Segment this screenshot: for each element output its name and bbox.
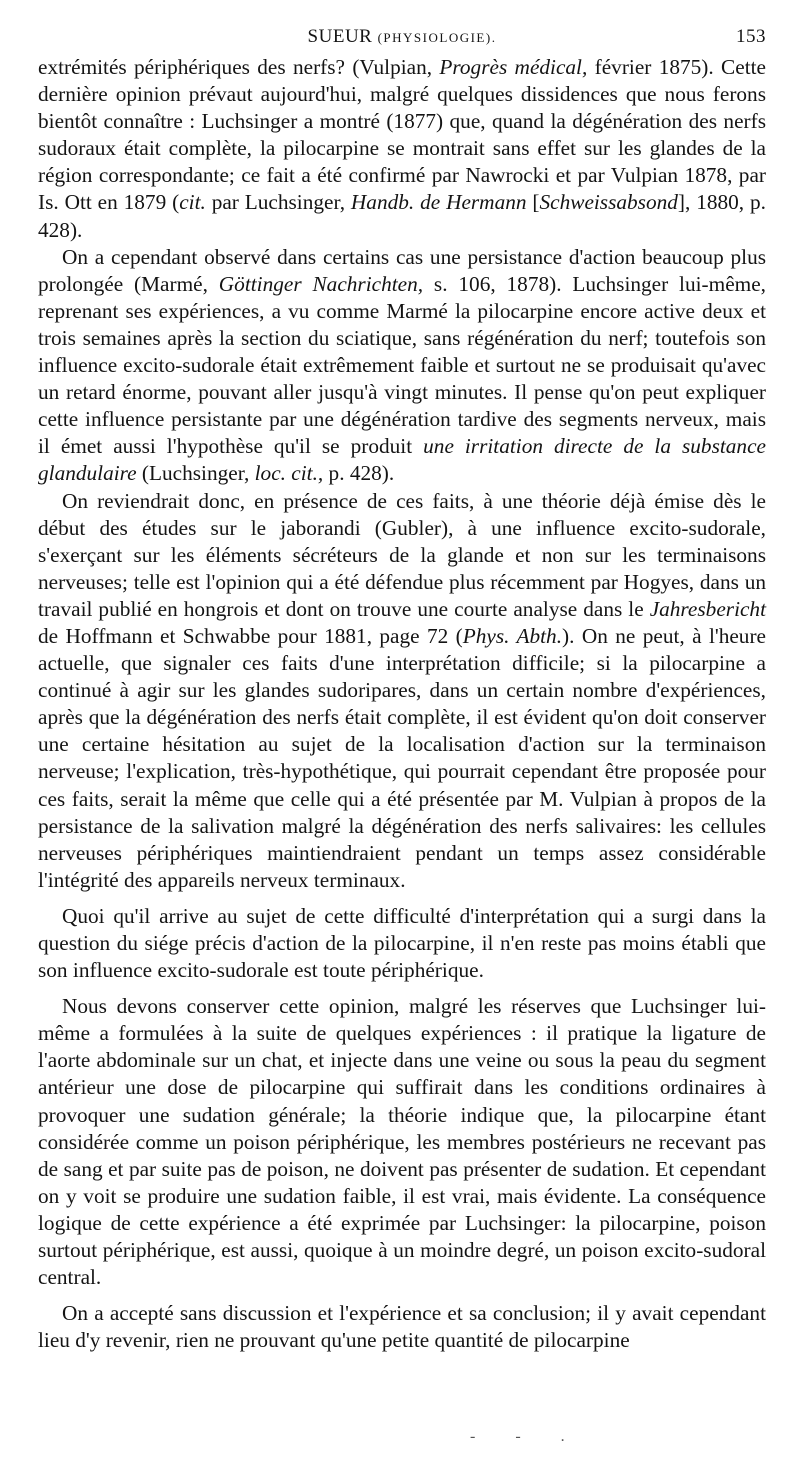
text-run: On reviendrait donc, en présence de ces faits, à une théorie déjà émise dès le début des études sur le jaborandi (Gubler), à une influence excito-sudorale, s'exerçant sur les éléments sécréteurs de la glande et non sur les terminaisons nerveuses; telle est l'opinion qui a été défendue plus récemment par Hogyes, dans un travail publié en hongrois et dont on trouve une courte analyse dans le: [38, 488, 766, 621]
text-run: de Hoffmann et Schwabbe pour 1881, page 72 (: [38, 623, 463, 648]
italic-text-run: Phys. Abth.: [462, 623, 563, 648]
text-run: extrémités périphériques des nerfs? (Vulpian,: [38, 55, 440, 79]
italic-text-run: cit.: [179, 190, 206, 215]
italic-text-run: Progrès médical,: [439, 55, 588, 79]
italic-text-run: Schweissabsond: [539, 190, 678, 215]
paragraph-1: [38, 54, 766, 244]
text-run: février 1875). Cette dernière opinion prévaut aujourd'hui, malgré quelques dissidences que nous ferons bientôt connaître : Luchsinger a montré (1877) que, quand la dégénération des nerfs sudoraux était complète, la pilocarpine se montrait sans effet sur les glandes de la région correspondante; ce fait a été confirmé par Nawrocki et par Vulpian 1878, par Is. Ott en 1879 (: [38, 55, 766, 215]
text-run: On a cependant observé dans certains cas une persistance d'action beaucoup plus prolongée (Marmé,: [38, 244, 766, 296]
running-title-sub: (PHYSIOLOGIE).: [377, 30, 497, 45]
book-page: [38, 18, 766, 1354]
paragraph-6: [38, 1300, 766, 1354]
text-run: s. 106, 1878). Luchsinger lui-même, reprenant ses expériences, a vu comme Marmé la pilocarpine encore active deux et trois semaines après la section du sciatique, sans régénération du nerf; toutefois son influence excito-sudorale était extrêmement faible et surtout ne se produisait qu'avec un retard énorme, pouvant aller jusqu'à vingt minutes. Il pense qu'on peut expliquer cette influence persistante par une dégénération tardive des segments nerveux, mais il émet aussi l'hypothèse qu'il se produit: [38, 271, 766, 459]
paragraph-3: [38, 488, 766, 894]
text-run: On a accepté sans discussion et l'expérience et sa conclusion; il y avait cependant lieu d'y revenir, rien ne prouvant qu'une petite quantité de pilocarpine: [38, 1301, 766, 1353]
paragraph-5: [38, 993, 766, 1291]
italic-text-run: Handb. de Hermann: [350, 190, 527, 215]
text-run: par Luchsinger,: [205, 190, 351, 215]
running-title: [38, 26, 766, 48]
text-run: ], 1880, p. 428).: [38, 190, 766, 242]
italic-text-run: loc. cit.,: [254, 461, 324, 486]
paragraph-4: [38, 903, 766, 984]
text-run: [: [526, 190, 540, 215]
text-run: Quoi qu'il arrive au sujet de cette difficulté d'interprétation qui a surgi dans la question du siége précis d'action de la pilocarpine, il n'en reste pas moins établi que son influence excito-sudorale est toute périphérique.: [38, 903, 766, 983]
running-title-main: SUEUR: [307, 26, 373, 47]
body-text: [38, 54, 766, 1354]
italic-text-run: une irritation directe de la substance glandulaire: [38, 434, 766, 486]
text-run: Nous devons conserver cette opinion, malgré les réserves que Luchsinger lui-même a formulées à la suite de quelques expériences : il pratique la ligature de l'aorte abdominale sur un chat, et injecte dans une veine ou sous la peau du segment antérieur une dose de pilocarpine qui suffirait dans les conditions ordinaires à provoquer une sudation générale; la théorie indique que, la pilocarpine étant considérée comme un poison périphérique, les membres postérieurs ne recevant pas de sang et par suite pas de poison, ne doivent pas présenter de sudation. Et cependant on y voit se produire une sudation faible, il est vrai, mais évidente. La conséquence logique de cette expérience a été exprimée par Luchsinger: la pilocarpine, poison surtout périphérique, est aussi, quoique à un moindre degré, un poison excito-sudoral central.: [38, 994, 766, 1290]
text-run: p. 428).: [323, 461, 395, 486]
italic-text-run: Göttinger Nachrichten,: [218, 271, 424, 296]
text-run: (Luchsinger,: [136, 461, 255, 486]
page-number: 153: [736, 26, 766, 47]
page-footer-marks: - - .: [470, 1428, 583, 1445]
text-run: ). On ne peut, à l'heure actuelle, que signaler ces faits d'une interprétation difficile; si la pilocarpine a continué à agir sur les glandes sudoripares, dans un certain nombre d'expériences, après que la dégénération des nerfs était complète, il est évident qu'on doit conserver une certaine hésitation au sujet de la localisation d'action sur la terminaison nerveuse; l'explication, très-hypothétique, qui pourrait cependant être proposée pour ces faits, serait la même que celle qui a été présentée par M. Vulpian à propos de la persistance de la salivation malgré la dégénération des nerfs salivaires: les cellules nerveuses périphériques maintiendraient pendant un temps assez considérable l'intégrité des appareils nerveux terminaux.: [38, 623, 767, 892]
paragraph-2: [38, 244, 766, 488]
italic-text-run: Jahresbericht: [649, 596, 766, 621]
running-head: [38, 18, 766, 54]
